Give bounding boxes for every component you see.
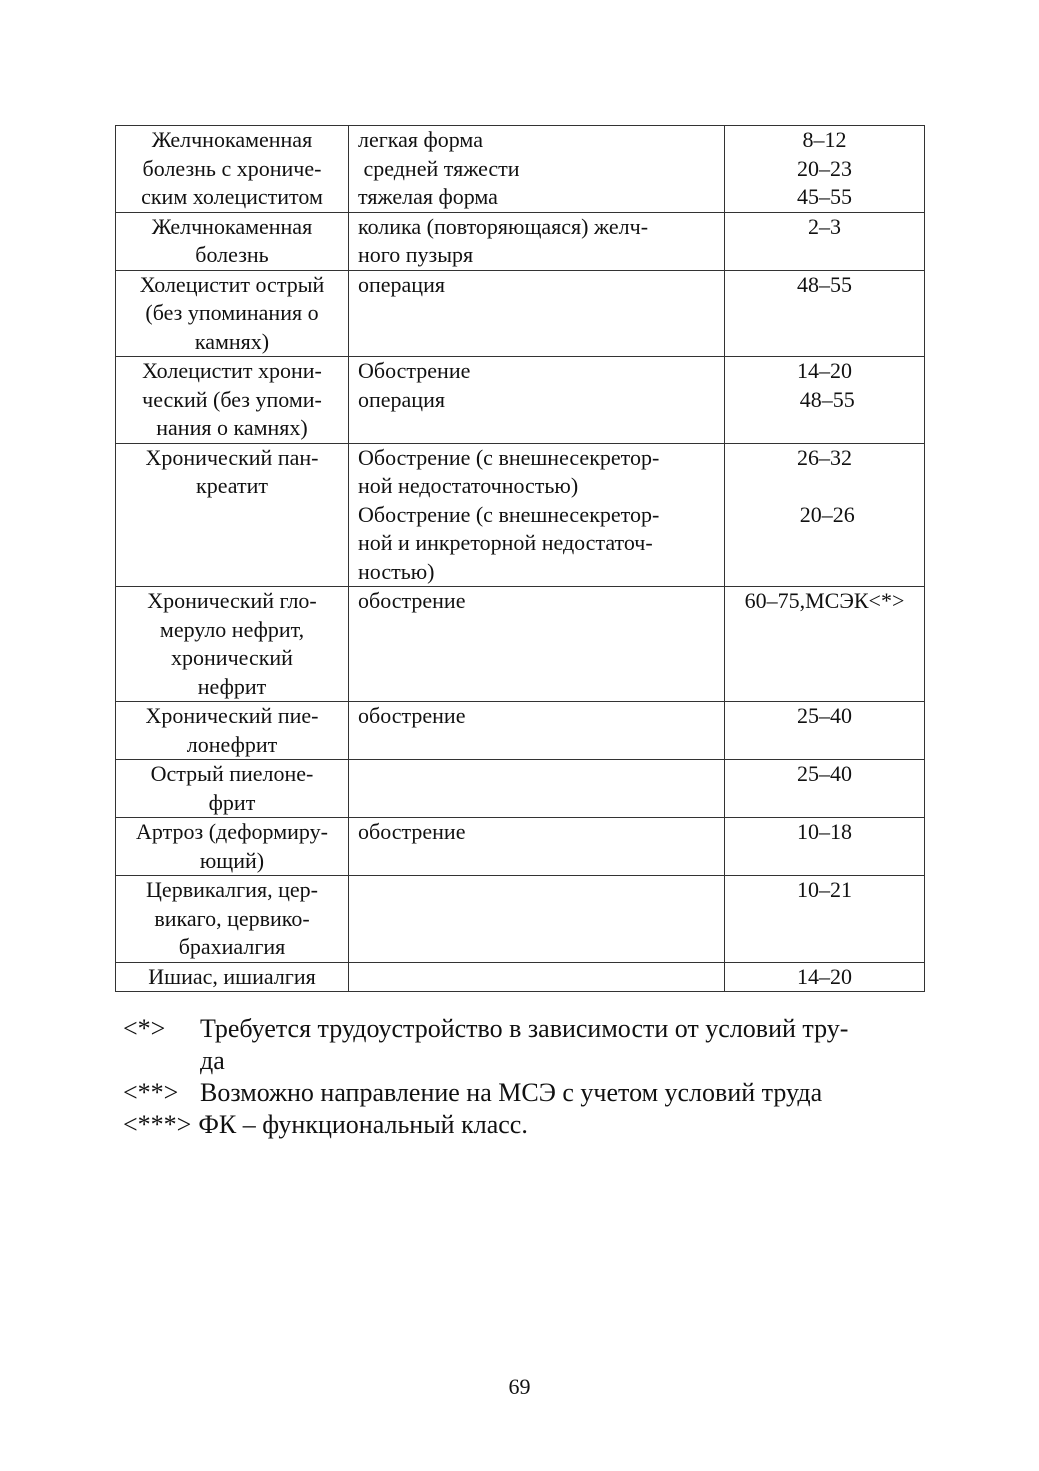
cell-line: Хронический пие- xyxy=(145,703,319,728)
cell-line: средней тяжести xyxy=(358,155,520,181)
table-row xyxy=(116,443,925,587)
cell-line: 20–26 xyxy=(794,501,855,527)
disease-cell xyxy=(116,818,349,876)
cell-line: 60–75,МСЭК<*> xyxy=(744,588,905,613)
cell-line: 20–23 xyxy=(797,155,852,181)
footnote-2 xyxy=(123,1077,913,1109)
cell-line: Холецистит хрони- xyxy=(142,358,322,383)
table-row xyxy=(116,818,925,876)
cell-line: 25–40 xyxy=(797,703,852,728)
cell-line: 2–3 xyxy=(808,213,841,239)
cell-line: 14–20 xyxy=(797,358,852,383)
days-cell xyxy=(725,818,925,876)
cell-line: тяжелая форма xyxy=(358,184,498,209)
cell-line: 48–55 xyxy=(794,386,855,412)
cell-line: болезнь с хрониче- xyxy=(142,155,322,181)
cell-line: (без упоминания о xyxy=(145,300,319,325)
form-cell xyxy=(349,357,725,444)
disease-cell xyxy=(116,702,349,760)
disease-cell xyxy=(116,270,349,357)
cell-line: ющий) xyxy=(199,847,265,873)
cell-line: камнях) xyxy=(194,328,270,354)
days-cell xyxy=(725,270,925,357)
table-row xyxy=(116,587,925,702)
cell-line: Обострение xyxy=(358,358,471,383)
footnote-marker: <**> xyxy=(123,1078,179,1107)
cell-line: операция xyxy=(358,386,445,412)
sick-leave-table xyxy=(115,125,925,992)
cell-line: Хронический гло- xyxy=(147,588,317,613)
cell-line: операция xyxy=(358,271,445,297)
form-cell xyxy=(349,702,725,760)
cell-line: нефрит xyxy=(197,673,267,699)
table-body xyxy=(116,126,925,992)
disease-cell xyxy=(116,962,349,992)
cell-line: 14–20 xyxy=(797,963,852,989)
cell-line: 10–18 xyxy=(797,819,852,844)
disease-cell xyxy=(116,126,349,213)
table-row xyxy=(116,270,925,357)
table-row xyxy=(116,702,925,760)
cell-line: Хронический пан- xyxy=(145,444,319,470)
cell-line: 25–40 xyxy=(797,761,852,786)
cell-line: креатит xyxy=(196,473,268,498)
cell-line: лонефрит xyxy=(186,731,278,757)
form-cell xyxy=(349,270,725,357)
cell-line: Цервикалгия, цер- xyxy=(146,877,318,902)
days-cell xyxy=(725,587,925,702)
footnote-text: Возможно направление на МСЭ с учетом условий труда xyxy=(200,1078,823,1107)
cell-line: 48–55 xyxy=(797,271,852,297)
days-cell xyxy=(725,760,925,818)
cell-line: Желчнокаменная xyxy=(151,213,313,239)
cell-line: обострение xyxy=(358,703,466,728)
disease-cell xyxy=(116,443,349,587)
footnotes xyxy=(123,1013,913,1141)
cell-line: викаго, цервико- xyxy=(154,905,310,931)
cell-line: ного пузыря xyxy=(358,242,474,267)
form-cell xyxy=(349,587,725,702)
days-cell xyxy=(725,126,925,213)
footnote-text: ФК – функциональный класс. xyxy=(198,1110,528,1139)
cell-line: нания о камнях) xyxy=(156,415,308,440)
disease-cell xyxy=(116,876,349,963)
cell-line: ностью) xyxy=(358,558,435,584)
days-cell xyxy=(725,876,925,963)
table-row xyxy=(116,126,925,213)
form-cell xyxy=(349,876,725,963)
days-cell xyxy=(725,702,925,760)
days-cell xyxy=(725,357,925,444)
cell-line: Артроз (деформиру- xyxy=(136,819,328,844)
disease-cell xyxy=(116,760,349,818)
cell-line: 45–55 xyxy=(797,184,852,209)
disease-cell xyxy=(116,212,349,270)
cell-line: 10–21 xyxy=(797,877,852,902)
days-cell xyxy=(725,962,925,992)
footnote-text: Требуется трудоустройство в зависимости от условий тру- да xyxy=(200,1014,849,1075)
form-cell xyxy=(349,126,725,213)
cell-line: меруло нефрит, xyxy=(159,616,305,642)
table-row xyxy=(116,962,925,992)
cell-line: брахиалгия xyxy=(178,934,286,959)
cell-line: Острый пиелоне- xyxy=(150,761,314,786)
table-row xyxy=(116,876,925,963)
cell-line: Желчнокаменная xyxy=(151,127,313,152)
cell-line: хронический xyxy=(171,645,293,670)
cell-line: ной и инкреторной недостаточ- xyxy=(358,530,653,555)
cell-line: болезнь xyxy=(195,242,269,267)
page-number: 69 xyxy=(508,1374,531,1399)
footnote-3 xyxy=(123,1109,913,1141)
cell-line: обострение xyxy=(358,588,466,613)
form-cell xyxy=(349,212,725,270)
cell-line: легкая форма xyxy=(358,127,483,152)
cell-line: ческий (без упоми- xyxy=(142,386,322,412)
cell-line: фрит xyxy=(208,789,256,815)
cell-line: ной недостаточностью) xyxy=(358,473,579,498)
cell-line: Обострение (с внешнесекретор- xyxy=(358,501,660,527)
disease-cell xyxy=(116,587,349,702)
form-cell xyxy=(349,818,725,876)
footnote-marker: <***> xyxy=(123,1110,192,1139)
cell-line: Холецистит острый xyxy=(139,271,325,297)
table-row xyxy=(116,212,925,270)
disease-cell xyxy=(116,357,349,444)
cell-line: колика (повторяющаяся) желч- xyxy=(358,213,649,239)
cell-line xyxy=(725,472,924,501)
form-cell xyxy=(349,962,725,992)
form-cell xyxy=(349,760,725,818)
cell-line: обострение xyxy=(358,819,466,844)
footnote-1 xyxy=(123,1013,913,1077)
cell-line: ским холециститом xyxy=(141,184,323,209)
cell-line: 26–32 xyxy=(797,444,852,470)
days-cell xyxy=(725,443,925,587)
footnote-marker: <*> xyxy=(123,1014,166,1043)
cell-line: 8–12 xyxy=(802,127,847,152)
days-cell xyxy=(725,212,925,270)
table-row xyxy=(116,357,925,444)
cell-line: Обострение (с внешнесекретор- xyxy=(358,444,660,470)
cell-line: Ишиас, ишиалгия xyxy=(148,963,316,989)
form-cell xyxy=(349,443,725,587)
table-row xyxy=(116,760,925,818)
